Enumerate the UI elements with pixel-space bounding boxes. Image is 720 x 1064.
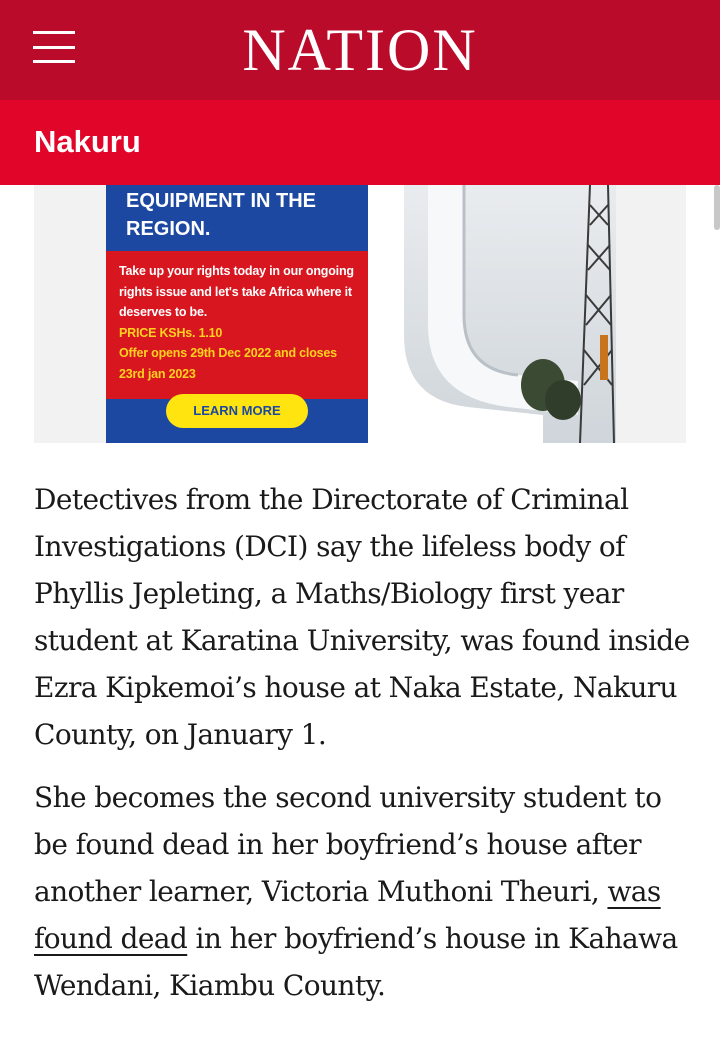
ad-body-text: Take up your rights today in our ongoing rights issue and let's take Africa where it deserves to be.	[119, 264, 354, 319]
ad-offer-box	[106, 251, 368, 399]
advertisement-banner[interactable]	[106, 185, 616, 443]
ad-slot	[34, 185, 686, 443]
paragraph-text: She becomes the second university student to be found dead in her boyfriend’s house after another learner, Victoria Muthoni Theuri,	[34, 781, 662, 908]
article-body	[34, 476, 694, 1025]
was-found-dead-link[interactable]: was found dead	[34, 875, 661, 955]
section-bar	[0, 100, 720, 185]
ad-copy	[119, 261, 364, 384]
section-title[interactable]: Nakuru	[34, 124, 141, 159]
ad-price: PRICE KSHs. 1.10	[119, 325, 223, 340]
ad-headline: EQUIPMENT IN THE REGION.	[126, 190, 317, 240]
site-logo[interactable]: NATION	[242, 17, 478, 83]
ad-artwork	[368, 185, 616, 443]
top-bar	[0, 0, 720, 100]
article-paragraph: Detectives from the Directorate of Criminal Investigations (DCI) say the lifeless body of Phyllis Jepleting, a Maths/Biology first year student at Karatina University, was found inside Ezra Kipkemoi’s house at Naka Estate, Nakuru County, on January 1.	[34, 483, 690, 751]
scrollbar-thumb[interactable]	[714, 185, 720, 230]
ad-offer-dates: Offer opens 29th Dec 2022 and closes 23rd jan 2023	[119, 346, 337, 381]
article-paragraph	[34, 774, 694, 1009]
ad-learn-more-button[interactable]: LEARN MORE	[166, 394, 308, 428]
paragraph-text: in her boyfriend’s house in Kahawa Wendani, Kiambu County.	[34, 922, 678, 1002]
